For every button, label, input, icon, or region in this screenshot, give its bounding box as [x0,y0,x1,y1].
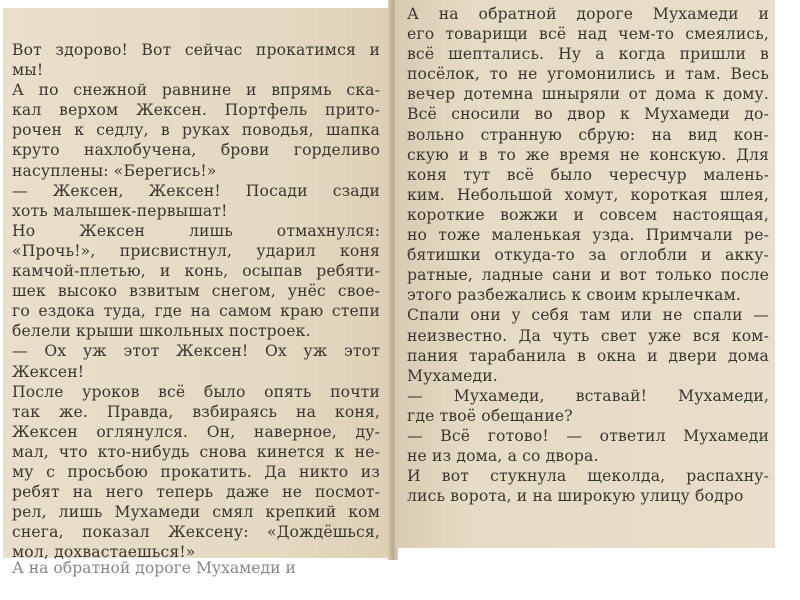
text-line: коня тут всё было чересчур малень- [407,165,769,184]
text-line: этого разбежались к своим крылечкам. [407,286,741,305]
text-line: ким. Небольшой хомут, короткая шлея, [407,185,769,204]
text-line: Спали они у себя там или не спали — [407,306,769,325]
text-line: круто нахлобучена, брови горделиво [12,141,380,160]
text-line: хоть малышек-первышат! [12,201,228,220]
text-line: Но Жексен лишь отмахнулся: [12,221,380,240]
text-line: кал верхом Жексен. Портфель прито- [12,101,380,120]
text-line: мал, что кто-нибудь снова кинется к не- [12,442,380,461]
text-line: насуплены: «Берегись!» [12,161,217,180]
text-line: му с просьбою прокатить. Да никто из [12,462,380,481]
text-line: лись ворота, и на широкую улицу бодро [407,487,744,506]
text-line: камчой-плетью, и конь, осыпав ребяти- [12,262,380,281]
text-line: неизвестно. Да чуть свет уже вся ком- [407,326,769,345]
text-line: Мухамеди. [407,366,498,385]
text-line: — Всё готово! — ответил Мухамеди [407,426,769,445]
left-page-cut-line: А на обратной дороге Мухамеди и [12,559,296,578]
right-book-page [395,0,775,548]
text-line: короткие вожжи и совсем настоящая, [407,205,769,224]
text-line: А на обратной дороге Мухамеди и [407,5,769,23]
text-line: всё шептались. Ну а когда пришли в [407,45,769,64]
text-line: рел, лишь Мухамеди смял крепкий ком [12,503,380,522]
text-line: И вот стукнула щеколда, распахну- [407,467,769,486]
text-line: снега, показал Жексену: «Дождёшься, [12,523,380,542]
text-line: — Мухамеди, вставай! Мухамеди, [407,386,769,405]
text-line: бятишки откуда-то за оглобли и акку- [407,246,769,265]
text-line: «Прочь!», присвистнул, ударил коня [12,241,380,260]
text-line: его товарищи всё над чем-то смеялись, [407,25,769,44]
left-book-page [3,8,389,578]
text-line: А по снежной равнине и впрямь ска- [12,81,380,100]
text-line: так же. Правда, взбираясь на коня, [12,402,380,421]
text-line: шек высоко взвитым снегом, унёс свое- [12,282,380,301]
text-line: мол, дохвастаешься!» [12,543,196,562]
text-line: — Ох уж этот Жексен! Ох уж этот [12,342,380,361]
text-line: где твоё обещание? [407,406,573,425]
text-line: пания тарабанила в окна и двери дома [407,346,769,365]
text-line: ребят на него теперь даже не посмот- [12,483,380,502]
text-line: вольно странную сбрую: на вид кон- [407,125,769,144]
text-line: белели крыши школьных построек. [12,322,311,341]
text-line: — Жексен, Жексен! Посади сзади [12,181,380,200]
text-line: Жексен оглянулся. Он, наверное, ду- [12,422,380,441]
text-line: мы! [12,61,44,80]
text-line: вечер дотемна шныряли от дома к дому. [407,85,769,104]
text-line: Вот здорово! Вот сейчас прокатимся и [12,41,380,59]
left-page-text [12,40,383,562]
text-line: ратные, ладные сани и вот только после [407,266,769,285]
text-line: го ездока туда, где на самом краю степи [12,302,380,321]
text-line: рочен к седлу, в руках поводья, шапка [12,121,380,140]
text-line: не из дома, а со двора. [407,447,599,466]
text-line: скую и в то же время не конскую. Для [407,145,769,164]
text-line: Жексен! [12,362,85,381]
text-line: посёлок, то не угомонились и там. Весь [407,65,769,84]
text-line: Всё сносили во двор к Мухамеди до- [407,105,769,124]
right-page-text [407,4,769,506]
text-line: но тоже маленькая узда. Примчали ре- [407,226,769,245]
text-line: После уроков всё было опять почти [12,382,380,401]
